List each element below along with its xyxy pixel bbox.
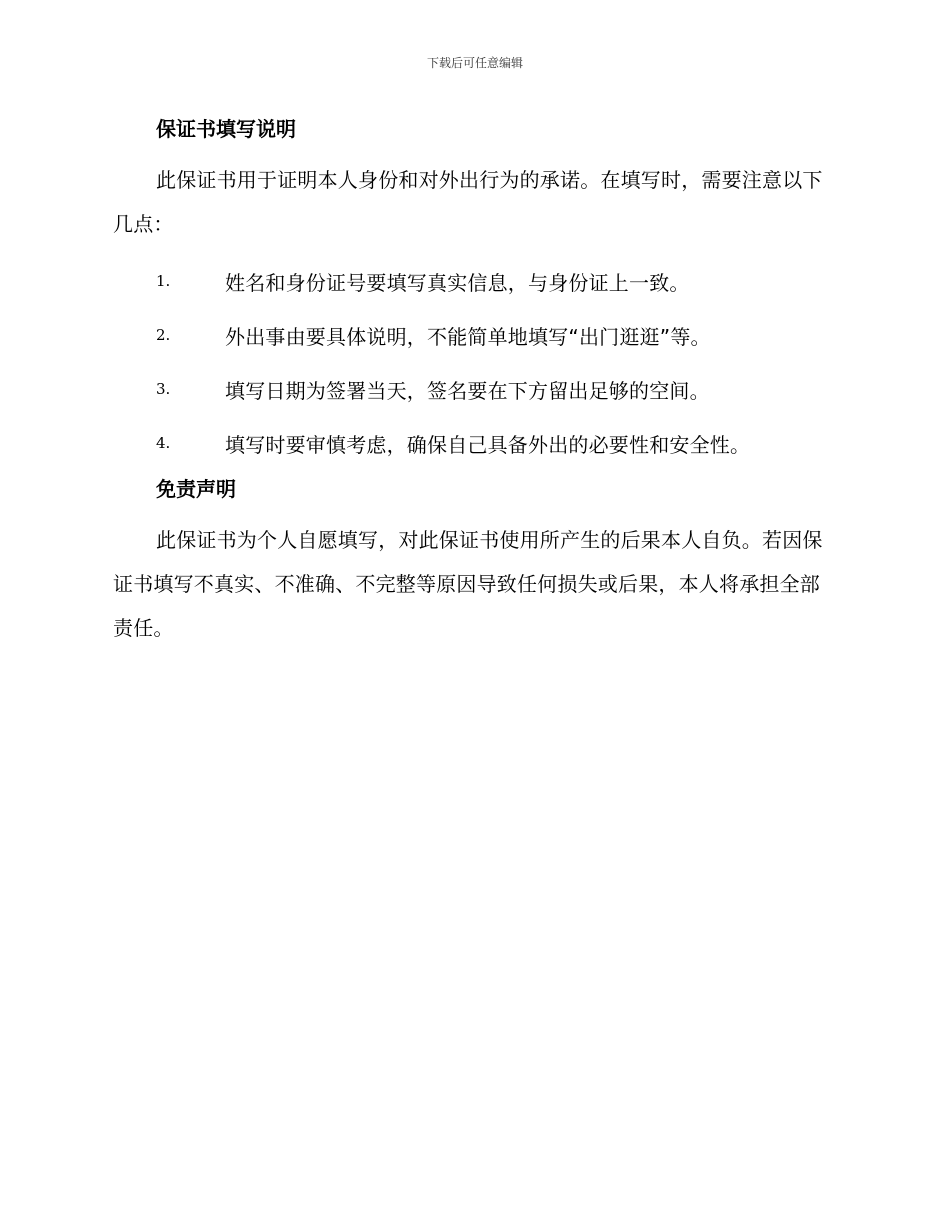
list-item-number: 1. — [156, 272, 171, 290]
instructions-intro: 此保证书用于证明本人身份和对外出行为的承诺。在填写时，需要注意以下几点： — [113, 168, 823, 236]
list-item — [113, 416, 833, 470]
disclaimer-body: 此保证书为个人自愿填写，对此保证书使用所产生的后果本人自负。若因保证书填写不真实、不准确、不完整等原因导致任何损失或后果，本人将承担全部责任。 — [113, 528, 823, 640]
list-item-number: 2. — [156, 326, 171, 344]
list-item-number: 4. — [156, 434, 171, 452]
disclaimer-heading: 免责声明 — [156, 477, 236, 501]
document-content — [113, 112, 833, 650]
list-item-text: 填写时要审慎考虑，确保自己具备外出的必要性和安全性。 — [225, 432, 751, 457]
header-note: 下载后可任意编辑 — [426, 56, 523, 70]
list-item — [113, 254, 833, 308]
list-item-text: 姓名和身份证号要填写真实信息，与身份证上一致。 — [225, 270, 690, 295]
instructions-list — [113, 254, 833, 470]
list-item-text: 填写日期为签署当天，签名要在下方留出足够的空间。 — [225, 378, 710, 403]
list-item — [113, 362, 833, 416]
list-item — [113, 308, 833, 362]
list-item-text: 外出事由要具体说明，不能简单地填写“出门逛逛”等。 — [225, 324, 711, 349]
list-item-number: 3. — [156, 380, 171, 398]
instructions-heading: 保证书填写说明 — [156, 117, 296, 141]
